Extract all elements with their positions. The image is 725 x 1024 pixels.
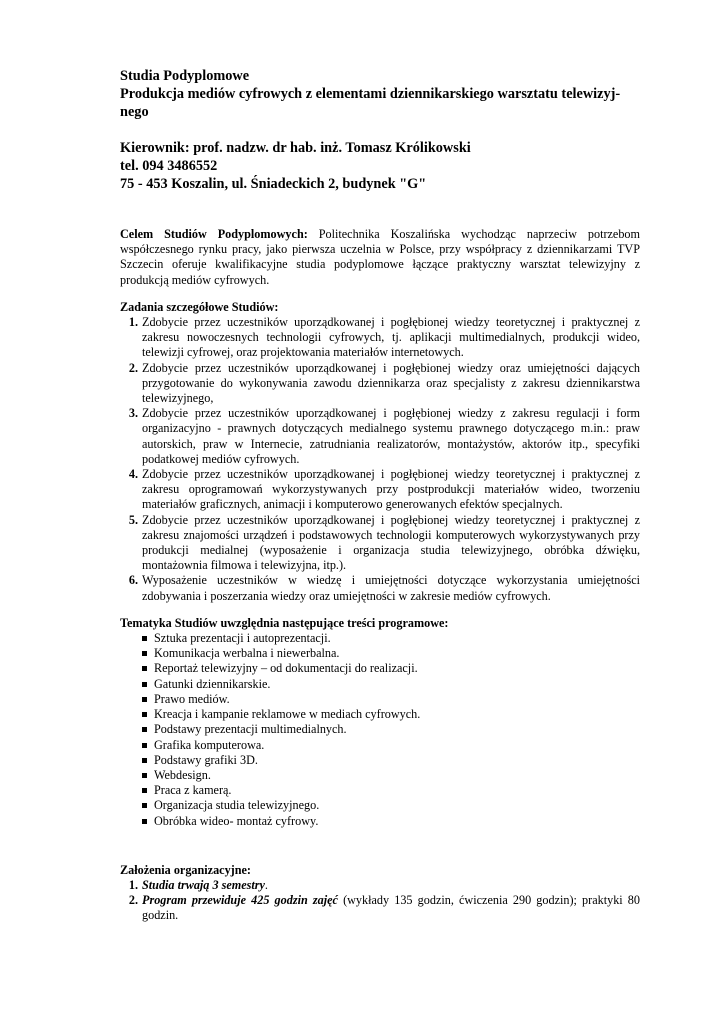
director-line: Kierownik: prof. nadzw. dr hab. inż. Tomasz Królikowski bbox=[120, 140, 471, 156]
list-number: 1. bbox=[128, 877, 138, 892]
list-text: Zdobycie przez uczestników uporządkowanej i pogłębionej wiedzy z zakresu regulacji i form organizacyjno - prawnych dotyczących medialnego systemu prawnego dotyczącego m.in.: praw autorskich, praw w Internecie, zatrudniania realizatorów, montażystów, aktorów itp., specyfiki podatkowej mediów cyfrowych. bbox=[142, 406, 640, 466]
square-bullet-icon bbox=[142, 758, 147, 763]
intro-text: Politechnika Koszalińska wychodząc naprzeciw potrzebom współczesnego rynku pracy, jako pierwsza uczelnia w Polsce, przy współpracy z dziennikarzami TVP Szczecin oferuje kwalifikacyjne studia podyplomowe łączące praktyczny warsztat telewizyjny z produkcją mediów cyfrowych. bbox=[120, 227, 640, 287]
header-line-1: Studia Podyplomowe bbox=[120, 68, 250, 84]
square-bullet-icon bbox=[142, 666, 147, 671]
list-number: 3. bbox=[128, 406, 138, 421]
program-header bbox=[120, 67, 640, 193]
square-bullet-icon bbox=[142, 636, 147, 641]
list-number: 6. bbox=[128, 573, 138, 588]
intro-paragraph bbox=[120, 227, 640, 288]
list-number: 4. bbox=[128, 467, 138, 482]
list-item bbox=[120, 878, 640, 893]
square-bullet-icon bbox=[142, 697, 147, 702]
list-text: Zdobycie przez uczestników uporządkowanej i pogłębionej wiedzy teoretycznej i praktycznej z zakresu oprogramowań wykorzystywanych przy postprodukcji materiałów wideo, tworzeniu materiałów graficznych, animacji i komputerowo generowanych efektów specjalnych. bbox=[142, 467, 640, 512]
tasks-list bbox=[120, 315, 640, 604]
list-number: 5. bbox=[128, 512, 138, 527]
list-number: 2. bbox=[128, 893, 138, 908]
tasks-section bbox=[120, 300, 640, 604]
square-bullet-icon bbox=[142, 819, 147, 824]
org-section bbox=[120, 863, 640, 924]
document-page bbox=[120, 67, 640, 924]
tasks-heading: Zadania szczegółowe Studiów: bbox=[120, 299, 279, 314]
org-item-text: . bbox=[264, 877, 268, 892]
square-bullet-icon bbox=[142, 651, 147, 656]
list-item: Obróbka wideo- montaż cyfrowy. bbox=[120, 814, 640, 829]
list-text: Zdobycie przez uczestników uporządkowanej i pogłębionej wiedzy oraz umiejętności dających przygotowanie do wykonywania zawodu dziennikarza oraz specjalisty z zakresu dziennikarstwa telewizyjnego, bbox=[142, 360, 640, 406]
org-heading: Założenia organizacyjne: bbox=[120, 862, 251, 877]
square-bullet-icon bbox=[142, 788, 147, 793]
list-item: Podstawy grafiki 3D. bbox=[120, 753, 640, 768]
list-text: Wyposażenie uczestników w wiedzę i umiejętności dotyczące wykorzystania umiejętności zdobywania i poszerzania wiedzy oraz umiejętności w zakresie mediów cyfrowych. bbox=[142, 573, 640, 603]
square-bullet-icon bbox=[142, 712, 147, 717]
list-item bbox=[120, 315, 640, 361]
list-item bbox=[120, 893, 640, 923]
list-item bbox=[120, 406, 640, 467]
square-bullet-icon bbox=[142, 727, 147, 732]
list-item: Gatunki dziennikarskie. bbox=[120, 677, 640, 692]
header-line-2: Produkcja mediów cyfrowych z elementami dziennikarskiego warsztatu telewizyj- bbox=[120, 86, 621, 102]
topics-heading: Tematyka Studiów uwzględnia następujące treści programowe: bbox=[120, 615, 449, 630]
list-item bbox=[120, 467, 640, 513]
list-item: Prawo mediów. bbox=[120, 692, 640, 707]
list-item: Komunikacja werbalna i niewerbalna. bbox=[120, 646, 640, 661]
list-item bbox=[120, 361, 640, 407]
list-item bbox=[120, 573, 640, 603]
list-item: Organizacja studia telewizyjnego. bbox=[120, 798, 640, 813]
intro-label: Celem Studiów Podyplomowych: bbox=[120, 227, 308, 241]
address-line: 75 - 453 Koszalin, ul. Śniadeckich 2, budynek "G" bbox=[120, 176, 427, 192]
org-item-emphasis: Studia trwają 3 semestry bbox=[142, 877, 265, 892]
header-line-3: nego bbox=[120, 104, 149, 120]
list-item: Grafika komputerowa. bbox=[120, 738, 640, 753]
list-item: Podstawy prezentacji multimedialnych. bbox=[120, 722, 640, 737]
topics-list bbox=[120, 631, 640, 829]
square-bullet-icon bbox=[142, 773, 147, 778]
topics-section bbox=[120, 616, 640, 829]
square-bullet-icon bbox=[142, 682, 147, 687]
org-list bbox=[120, 878, 640, 924]
list-number: 2. bbox=[128, 360, 138, 375]
list-item: Reportaż telewizyjny – od dokumentacji do realizacji. bbox=[120, 661, 640, 676]
list-text: Zdobycie przez uczestników uporządkowanej i pogłębionej wiedzy teoretycznej i praktycznej z zakresu nowoczesnych technologii cyfrowych, tj. aplikacji multimedialnych, produkcji wideo, telewizji cyfrowej, oraz projektowania materiałów internetowych. bbox=[142, 315, 640, 360]
org-item-emphasis: Program przewiduje 425 godzin zajęć bbox=[142, 893, 338, 908]
list-item: Praca z kamerą. bbox=[120, 783, 640, 798]
list-item: Sztuka prezentacji i autoprezentacji. bbox=[120, 631, 640, 646]
list-item: Webdesign. bbox=[120, 768, 640, 783]
list-item bbox=[120, 513, 640, 574]
square-bullet-icon bbox=[142, 743, 147, 748]
square-bullet-icon bbox=[142, 803, 147, 808]
list-text: Zdobycie przez uczestników uporządkowanej i pogłębionej wiedzy teoretycznej i praktycznej z zakresu znajomości urządzeń i podstawowych technologii komputerowych wykorzystywanych przy produkcji medialnej (wyposażenie i organizacja studia telewizyjnego, obróbka dźwięku, montażownia filmowa i telewizyjna, itp.). bbox=[142, 512, 640, 573]
org-item-text: (wykłady 135 godzin, ćwiczenia 290 godzin); praktyki 80 godzin. bbox=[142, 893, 640, 923]
list-number: 1. bbox=[128, 315, 138, 330]
phone-line: tel. 094 3486552 bbox=[120, 158, 218, 174]
list-item: Kreacja i kampanie reklamowe w mediach cyfrowych. bbox=[120, 707, 640, 722]
